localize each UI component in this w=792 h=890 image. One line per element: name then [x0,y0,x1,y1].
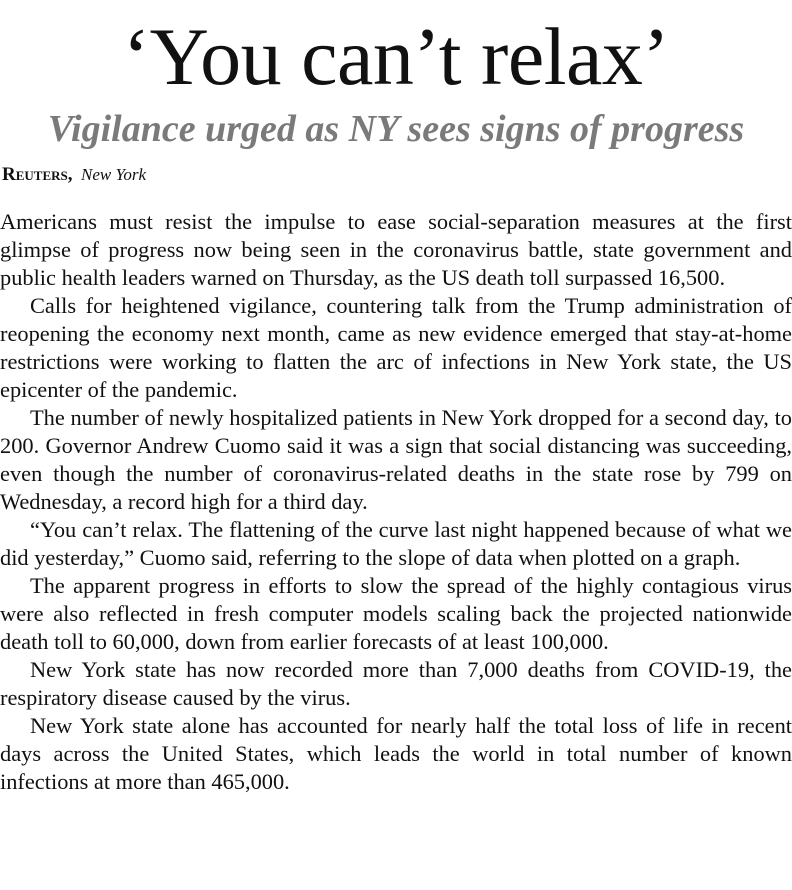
subheadline: Vigilance urged as NY sees signs of progress [47,108,745,150]
article-body [0,208,792,796]
paragraph-2: Calls for heightened vigilance, countering talk from the Trump administration of reopening the economy next month, came as new evidence emerged that stay-at-home restrictions were working to flatten the arc of infections in New York state, the US epicenter of the pandemic. [0,293,792,402]
paragraph-4: “You can’t relax. The flattening of the curve last night happened because of what we did yesterday,” Cuomo said, referring to the slope of data when plotted on a graph. [0,517,792,570]
paragraph-5: The apparent progress in efforts to slow the spread of the highly contagious virus were also reflected in fresh computer models scaling back the projected nationwide death toll to 60,000, down from earlier forecasts of at least 100,000. [0,573,792,654]
paragraph-1: Americans must resist the impulse to ease social-separation measures at the first glimpse of progress now being seen in the coronavirus battle, state government and public health leaders warned on Thursday, as the US death toll surpassed 16,500. [0,209,792,290]
paragraph-3: The number of newly hospitalized patients in New York dropped for a second day, to 200. Governor Andrew Cuomo said it was a sign that social distancing was succeeding, even though the number of coronavirus-related deaths in the state rose by 799 on Wednesday, a record high for a third day. [0,405,792,514]
paragraph-7: New York state alone has accounted for nearly half the total loss of life in recent days across the United States, which leads the world in total number of known infections at more than 465,000. [0,713,792,794]
headline: ‘You can’t relax’ [122,11,670,102]
byline-agency: Reuters, [2,164,73,185]
byline-location: New York [81,165,147,184]
byline [2,162,146,187]
paragraph-6: New York state has now recorded more than 7,000 deaths from COVID-19, the respiratory disease caused by the virus. [0,657,792,710]
